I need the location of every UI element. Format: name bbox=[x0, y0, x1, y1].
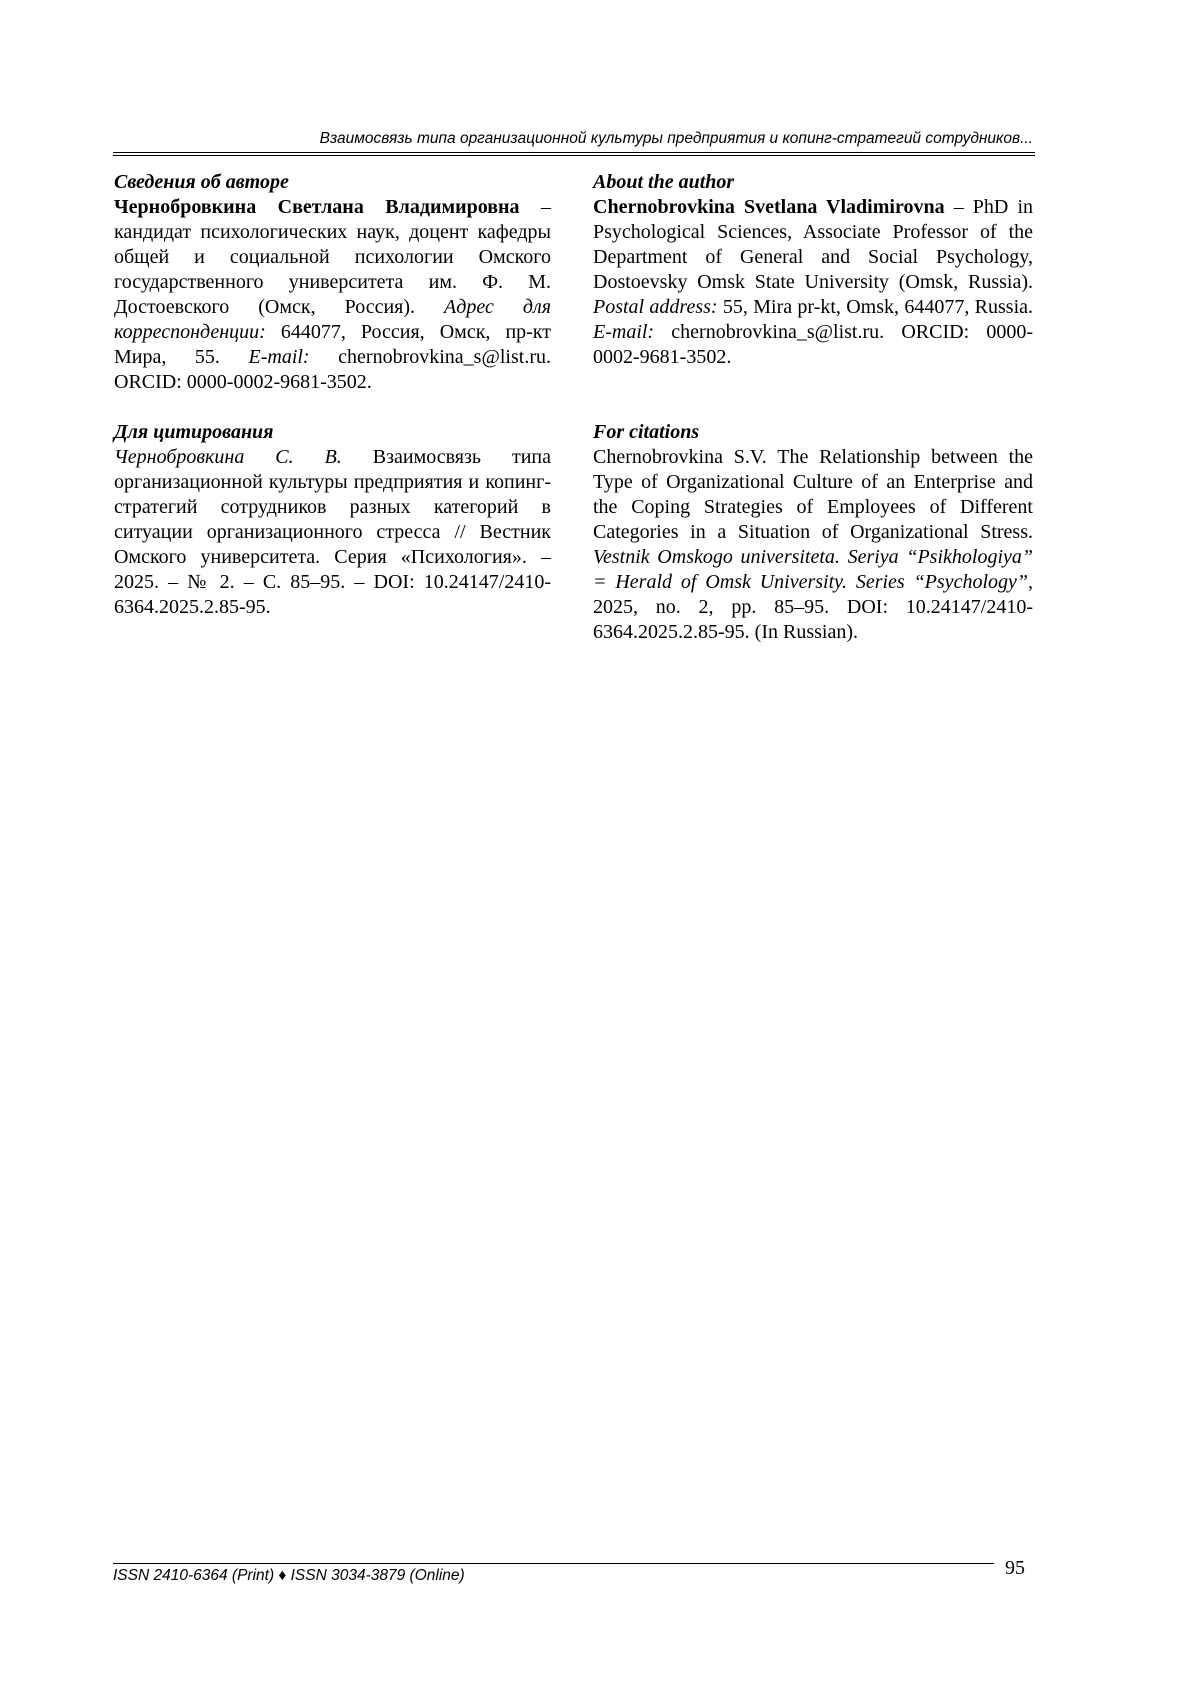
running-header: Взаимосвязь типа организационной культуры предприятия и копинг-стратегий сотрудников... bbox=[319, 130, 1033, 147]
page-number: 95 bbox=[1005, 1557, 1025, 1579]
citation-en bbox=[593, 420, 1033, 645]
address-value-en: 55, Mira pr-kt, Omsk, 644077, Russia. bbox=[717, 296, 1033, 318]
author-paragraph-ru bbox=[114, 195, 551, 395]
citation-paragraph-en bbox=[593, 445, 1033, 645]
footer-rule bbox=[113, 1563, 994, 1564]
author-heading-ru: Сведения об авторе bbox=[114, 171, 289, 193]
footer-issn: ISSN 2410-6364 (Print) ♦ ISSN 3034-3879 (Online) bbox=[113, 1567, 465, 1584]
email-value-ru: chernobrovkina_s@list.ru. ORCID: 0000-0002-9681-3502. bbox=[114, 346, 551, 393]
author-paragraph-en bbox=[593, 195, 1033, 370]
citation-heading-en: For citations bbox=[593, 421, 700, 443]
citation-paragraph-ru bbox=[114, 445, 551, 620]
right-column-english bbox=[593, 170, 1033, 645]
address-label-ru: Адрес для корреспонденции: bbox=[114, 296, 551, 343]
citation-author-ru: Чернобровкина С. В. bbox=[114, 446, 342, 468]
address-label-en: Postal address: bbox=[593, 296, 718, 318]
citation-journal-en: Vestnik Omskogo universiteta. Seriya “Psikhologiya” = Herald of Omsk University. Series “Psychology” bbox=[593, 546, 1033, 593]
author-description-en: – PhD in Psychological Sciences, Associate Professor of the Department of General and Social Psychology, Dostoevsky Omsk State University (Omsk, Russia). bbox=[593, 196, 1033, 293]
email-label-ru: E-mail: bbox=[248, 346, 310, 368]
citation-ru bbox=[114, 420, 551, 620]
author-name-ru: Чернобровкина Светлана Владимировна bbox=[114, 196, 520, 218]
citation-text-before-en: Chernobrovkina S.V. The Relationship between the Type of Organizational Culture of an Enterprise and the Coping Strategies of Employees of Different Categories in a Situation of Organizational Stress. bbox=[593, 446, 1033, 543]
author-heading-en: About the author bbox=[593, 171, 735, 193]
author-name-en: Chernobrovkina Svetlana Vladimirovna bbox=[593, 196, 945, 218]
citation-heading-ru: Для цитирования bbox=[114, 421, 274, 443]
header-rule-thin bbox=[113, 155, 1035, 156]
author-info-ru bbox=[114, 170, 551, 395]
address-value-ru: 644077, Россия, Омск, пр-кт Мира, 55. bbox=[114, 321, 551, 368]
header-rule bbox=[113, 152, 1035, 153]
email-value-en: chernobrovkina_s@list.ru. ORCID: 0000-0002-9681-3502. bbox=[593, 321, 1033, 368]
citation-text-after-en: , 2025, no. 2, pp. 85–95. DOI: 10.24147/2410-6364.2025.2.85-95. (In Russian). bbox=[593, 571, 1033, 643]
left-column-russian bbox=[114, 170, 551, 620]
citation-text-ru: Взаимосвязь типа организационной культуры предприятия и копинг-стратегий сотрудников разных категорий в ситуации организационного стресса // Вестник Омского университета. Серия «Психология». – 2025. – № 2. – С. 85–95. – DOI: 10.24147/2410-6364.2025.2.85-95. bbox=[114, 446, 552, 618]
author-description-ru: – кандидат психологических наук, доцент кафедры общей и социальной психологии Омского государственного университета им. Ф. М. Достоевского (Омск, Россия). bbox=[114, 196, 551, 318]
email-label-en: E-mail: bbox=[593, 321, 655, 343]
author-info-en bbox=[593, 170, 1033, 370]
